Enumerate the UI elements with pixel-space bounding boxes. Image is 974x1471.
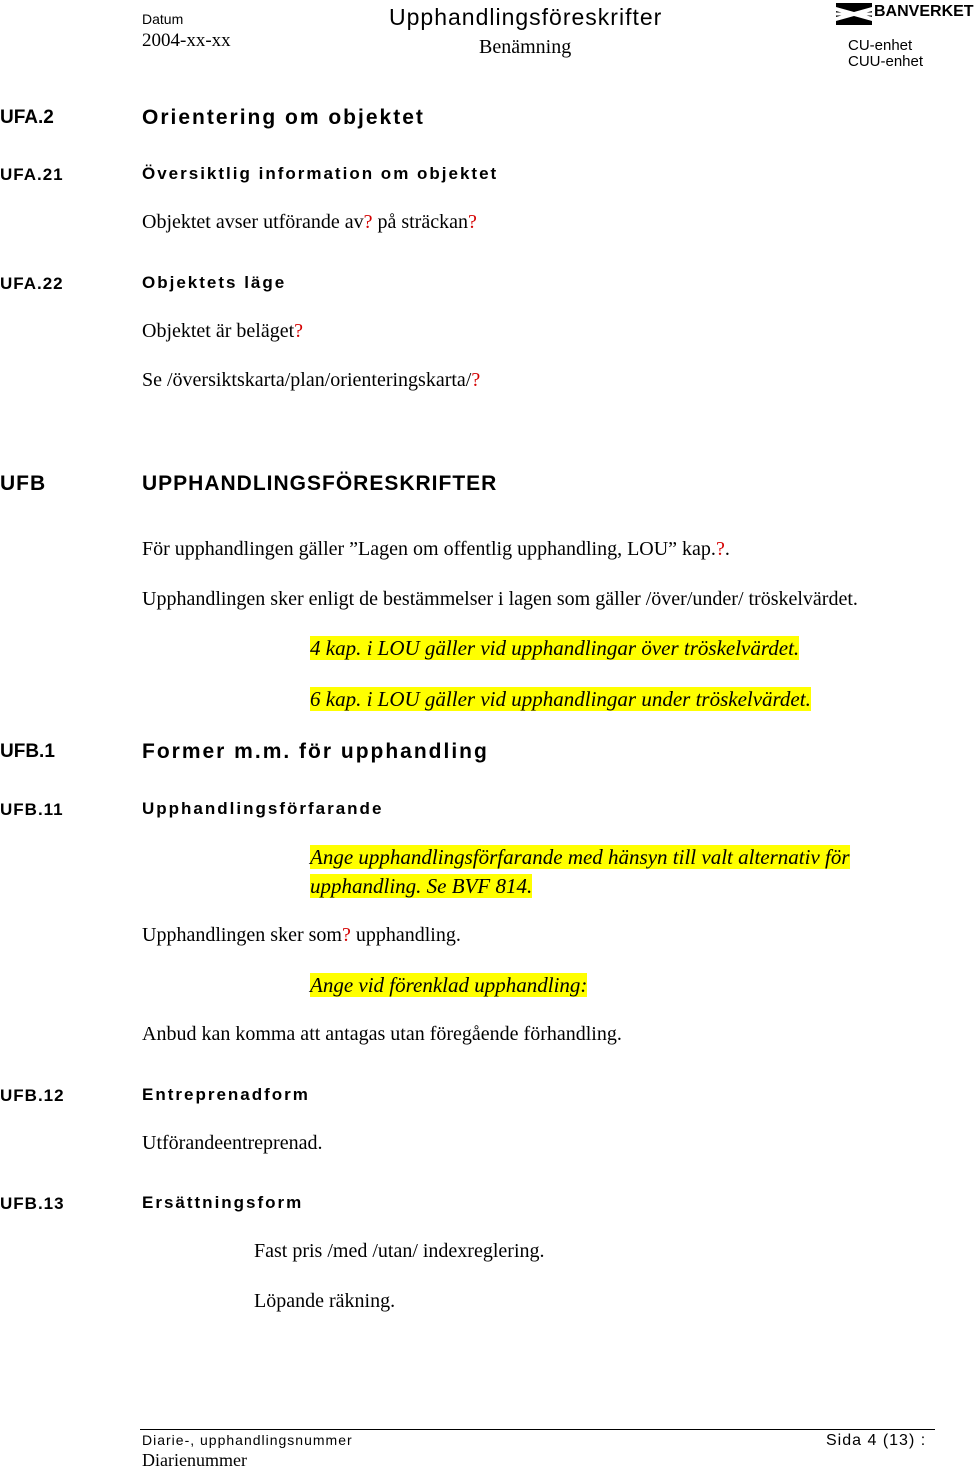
placeholder-mark: ? xyxy=(471,369,481,391)
section-title-ufb1: Former m.m. för upphandling xyxy=(142,740,489,763)
ufb-line1-end: . xyxy=(724,538,730,560)
document-title: Upphandlingsföreskrifter xyxy=(389,4,663,30)
ufb-note2-text: 6 kap. i LOU gäller vid upphandlingar under tröskelvärdet. xyxy=(310,687,811,711)
ufa22-line1 xyxy=(142,320,303,343)
datum-label: Datum xyxy=(142,11,184,27)
section-code-ufa21: UFA.21 xyxy=(0,165,64,184)
ufb-line2: Upphandlingen sker enligt de bestämmelser i lagen som gäller /över/under/ tröskelvärdet. xyxy=(142,588,858,610)
logo-text: BANVERKET xyxy=(874,3,974,20)
cu-enhet: CU-enhet xyxy=(848,37,913,54)
benamning-label: Benämning xyxy=(479,36,572,58)
ufb13-line2: Löpande räkning. xyxy=(254,1290,396,1312)
ufb11-line1-b: upphandling. xyxy=(350,924,461,946)
page-number: Sida 4 (13) : xyxy=(826,1432,927,1449)
section-title-ufa22: Objektets läge xyxy=(142,273,287,292)
section-title-ufb: UPPHANDLINGSFÖRESKRIFTER xyxy=(142,472,498,495)
section-code-ufb12: UFB.12 xyxy=(0,1086,65,1105)
ufb11-note2 xyxy=(310,973,587,998)
section-title-ufb12: Entreprenadform xyxy=(142,1085,310,1104)
section-code-ufb: UFB xyxy=(0,472,47,495)
ufb-note1-text: 4 kap. i LOU gäller vid upphandlingar över tröskelvärdet. xyxy=(310,636,800,660)
placeholder-mark: ? xyxy=(363,211,373,233)
section-title-ufb11: Upphandlingsförfarande xyxy=(142,799,384,818)
section-code-ufb13: UFB.13 xyxy=(0,1194,65,1213)
section-title-ufa2: Orientering om objektet xyxy=(142,106,425,129)
cuu-enhet: CUU-enhet xyxy=(848,53,924,70)
section-code-ufa22: UFA.22 xyxy=(0,274,64,293)
ufb11-note1-line2-text: upphandling. Se BVF 814. xyxy=(310,874,533,898)
section-code-ufb11: UFB.11 xyxy=(0,800,64,819)
ufa22-line1-text: Objektet är beläget xyxy=(142,320,295,342)
ufa21-text xyxy=(142,211,477,234)
ufb11-line1-a: Upphandlingen sker som xyxy=(142,924,342,946)
ufb-line1 xyxy=(142,538,730,561)
placeholder-mark: ? xyxy=(294,320,304,342)
ufb-line1-text: För upphandlingen gäller ”Lagen om offentlig upphandling, LOU” kap. xyxy=(142,538,716,560)
ufa22-line2-text: Se /översiktskarta/plan/orienteringskarta/ xyxy=(142,369,472,391)
ufb13-line1: Fast pris /med /utan/ indexreglering. xyxy=(254,1240,545,1262)
ufa22-line2 xyxy=(142,369,480,392)
ufb11-note2-text: Ange vid förenklad upphandling: xyxy=(310,973,588,997)
placeholder-mark: ? xyxy=(715,538,725,560)
datum-value: 2004-xx-xx xyxy=(142,30,231,51)
footer-divider xyxy=(140,1429,935,1430)
section-code-ufb1: UFB.1 xyxy=(0,741,55,762)
ufb11-note1-line2 xyxy=(310,874,532,899)
placeholder-mark: ? xyxy=(341,924,351,946)
ufb11-line2: Anbud kan komma att antagas utan föregående förhandling. xyxy=(142,1023,622,1045)
diarie-value: Diarienummer xyxy=(142,1450,247,1470)
section-title-ufb13: Ersättningsform xyxy=(142,1193,304,1212)
ufb12-line1: Utförandeentreprenad. xyxy=(142,1132,323,1154)
banverket-logo xyxy=(836,2,974,26)
ufa21-text-a: Objektet avser utförande av xyxy=(142,211,364,233)
placeholder-mark: ? xyxy=(467,211,477,233)
banverket-emblem-icon xyxy=(836,3,872,25)
ufa21-text-b: på sträckan xyxy=(372,211,468,233)
ufb11-note1-line1 xyxy=(310,845,850,870)
section-title-ufa21: Översiktlig information om objektet xyxy=(142,164,499,183)
section-code-ufa2: UFA.2 xyxy=(0,107,54,128)
ufb11-note1-line1-text: Ange upphandlingsförfarande med hänsyn till valt alternativ för xyxy=(310,845,850,869)
ufb-note2 xyxy=(310,687,811,712)
ufb-note1 xyxy=(310,636,799,661)
ufb11-line1 xyxy=(142,924,461,947)
diarie-label: Diarie-, upphandlingsnummer xyxy=(142,1432,353,1448)
